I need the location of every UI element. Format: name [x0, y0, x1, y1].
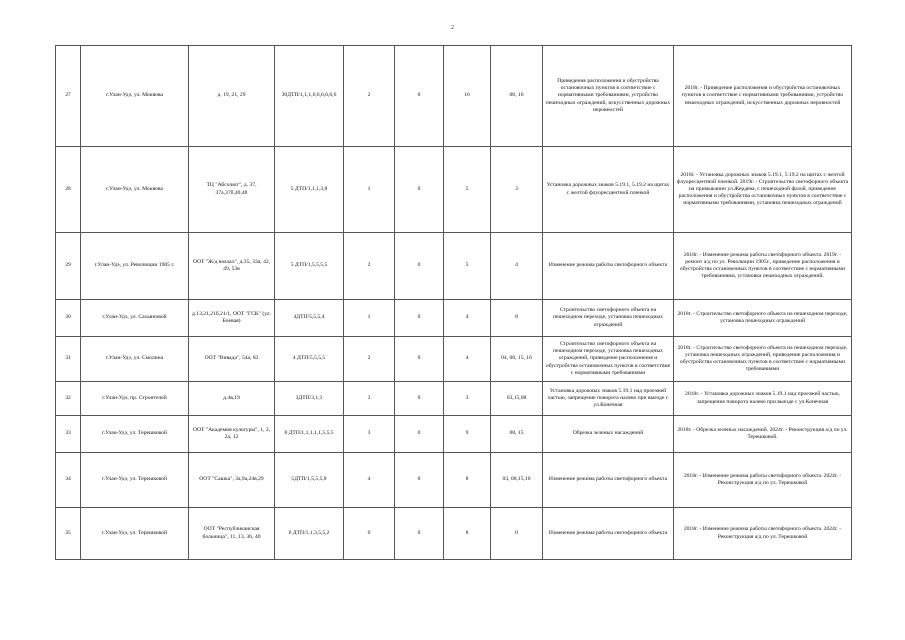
objects-cell: д.13,21,21б,21/1, ООТ "ГСК" (ул. Боевая)	[189, 300, 275, 337]
table-row	[56, 300, 852, 337]
objects-cell: д. 19, 21, 29	[189, 46, 275, 147]
address-cell: г.Улан-Удэ, пр. Строителей	[81, 382, 189, 416]
measures-cell: Установка дорожных знаков 5.19.1 над проезжей частью, запрещение поворота налево при выезде с ул.Конечная	[543, 382, 674, 416]
count-cell: 0	[395, 508, 444, 560]
completed-cell: 2018г. - Изменение режима работы светофорного объекта. 2024г. - Реконструкция а/д по ул. Терешковой	[674, 453, 852, 508]
row-number: 29	[56, 233, 81, 300]
address-cell: г.Улан-Удэ, ул. Моквова	[81, 46, 189, 147]
count-cell: 3	[344, 416, 395, 453]
completed-cell: 2018г. - Строительство светофорного объекта на пешеходном переходе, установка пешеходных ограждений, приведение расположения и обустройства остановочных пунктов в соответствие с нормативными требованиями	[674, 337, 852, 382]
count-cell: 16	[444, 46, 491, 147]
completed-cell: 2018г. - Изменение режима работы светофорного объекта. 2019г. - ремонт а/д по ул. Революции 1905г., приведение расположения и обустройства остановочных пунктов в соответствие с нормативными требованиями, установка пешеходных ограждений.	[674, 233, 852, 300]
address-cell: г.Улан-Удэ, ул. Моквова	[81, 147, 189, 233]
completed-cell: 2018г. - Изменение режима работы светофорного объекта. 2024г. - Реконструкция а/д по ул. Терешковой	[674, 508, 852, 560]
count-cell: 3	[344, 382, 395, 416]
table-row	[56, 382, 852, 416]
table-row	[56, 233, 852, 300]
count-cell: 0	[395, 453, 444, 508]
measures-cell: Приведение расположения и обустройства остановочных пунктов в соответствие с нормативными требованиями, устройство пешеходных ограждений, искусственных дорожных неровностей	[543, 46, 674, 147]
objects-cell: ООТ "Вивада", 54а, 83	[189, 337, 275, 382]
measures-cell: Изменение режима работы светофорного объекта	[543, 508, 674, 560]
codes-cell: 03, 08,15,10	[491, 453, 543, 508]
count-cell: 9	[444, 416, 491, 453]
table-row	[56, 147, 852, 233]
row-number: 30	[56, 300, 81, 337]
count-cell: 2	[344, 337, 395, 382]
count-cell: 8	[444, 453, 491, 508]
row-number: 32	[56, 382, 81, 416]
dtp-cell: 30ДТП/1,1,1,6,6,6,6,6,6	[275, 46, 344, 147]
completed-cell: 2018г. - Установка дорожных знаков 5.19.1 над проезжей частью, запрещение поворота налево при выезде с ул.Конечная	[674, 382, 852, 416]
dtp-cell: 4ДТП/5,5,5,4	[275, 300, 344, 337]
table-row	[56, 508, 852, 560]
count-cell: 2	[344, 46, 395, 147]
count-cell: 0	[395, 416, 444, 453]
completed-cell: 2018г. - Обрезка зеленых насаждений. 2024г. - Реконструкция а/д по ул. Терешковой.	[674, 416, 852, 453]
objects-cell: ООТ "Сашка", 3а,9а,24в,29	[189, 453, 275, 508]
codes-cell: 3	[491, 147, 543, 233]
measures-cell: Изменение режима работы светофорного объекта	[543, 453, 674, 508]
count-cell: 8	[444, 508, 491, 560]
dtp-cell: 5ДТП/1,5,5,5,8	[275, 453, 344, 508]
codes-cell: 04, 08, 15, 16	[491, 337, 543, 382]
address-cell: г.Улан-Удэ, ул. Терешковой	[81, 508, 189, 560]
address-cell: г.Улан-Удэ, ул. Сахьяновой	[81, 300, 189, 337]
codes-cell: 08, 16	[491, 46, 543, 147]
row-number: 28	[56, 147, 81, 233]
table-row	[56, 337, 852, 382]
page-number: 2	[451, 25, 454, 31]
count-cell: 1	[344, 300, 395, 337]
count-cell: 0	[395, 382, 444, 416]
measures-cell: Строительство светофорного объекта на пешеходном переходе, установка пешеходных ограждений	[543, 300, 674, 337]
dtp-cell: 6 ДТП/1,1,3,5,5,2	[275, 508, 344, 560]
row-number: 27	[56, 46, 81, 147]
objects-cell: ООТ "Академия культуры", 1, 2, 2а, 12	[189, 416, 275, 453]
table-row	[56, 416, 852, 453]
completed-cell: 2018г. - Приведение расположения и обустройства остановочных пунктов в соответствие с нормативными требованиями, устройство пешеходных ограждений, искусственных дорожных неровностей	[674, 46, 852, 147]
measures-cell: Обрезка зеленых насаждений	[543, 416, 674, 453]
count-cell: 0	[395, 233, 444, 300]
count-cell: 0	[344, 508, 395, 560]
codes-cell: 4	[491, 233, 543, 300]
measures-cell: Установка дорожных знаков 5.19.1, 5.19.2 на щитах с желтой флуоресцентной пленкой	[543, 147, 674, 233]
count-cell: 5	[444, 147, 491, 233]
dtp-cell: 3ДТП/3,1,1	[275, 382, 344, 416]
table-row	[56, 46, 852, 147]
count-cell: 1	[344, 147, 395, 233]
codes-cell: 8	[491, 300, 543, 337]
dtp-cell: 4 ДТП/5,5,5,5	[275, 337, 344, 382]
count-cell: 5	[444, 233, 491, 300]
count-cell: 0	[395, 337, 444, 382]
codes-cell: 08, 15	[491, 416, 543, 453]
count-cell: 0	[395, 300, 444, 337]
row-number: 35	[56, 508, 81, 560]
dtp-cell: 5 ДТП/1,1,1,3,8	[275, 147, 344, 233]
dtp-cell: 5 ДТП/1,5,5,5,5	[275, 233, 344, 300]
address-cell: г.Улан-Удэ, ул. Революции 1905 г.	[81, 233, 189, 300]
count-cell: 0	[395, 147, 444, 233]
count-cell: 4	[344, 453, 395, 508]
objects-cell: ООТ "Республиканская больница", 11, 13, 36, 40	[189, 508, 275, 560]
objects-cell: ТЦ "Абсолют", д. 37, 37а,37б,40,48	[189, 147, 275, 233]
row-number: 31	[56, 337, 81, 382]
dtp-cell: 8 ДТП/1,1,1,1,1,5,5,5	[275, 416, 344, 453]
completed-cell: 2018г. - Строительство светофорного объекта на пешеходном переходе, установка пешеходных ограждений	[674, 300, 852, 337]
measures-cell: Изменение режима работы светофорного объекта	[543, 233, 674, 300]
count-cell: 4	[444, 300, 491, 337]
objects-cell: ООТ "Ж/д вокзал", д.35, 33а, 42, 49, 53в	[189, 233, 275, 300]
row-number: 33	[56, 416, 81, 453]
measures-cell: Строительство светофорного объекта на пешеходном переходе, установка пешеходных ограждений, приведение расположения и обустройства остановочных пунктов в соответствие с нормативными требованиями	[543, 337, 674, 382]
address-cell: г.Улан-Удэ, ул. Терешковой	[81, 453, 189, 508]
count-cell: 4	[444, 337, 491, 382]
completed-cell: 2018г. - Установка дорожных знаков 5.19.1, 5.19.2 на щитах с желтой флуоресцентной пленкой. 2019г. - Строительство светофорного объекта на примыкании ул.Жердева, с пешеходной фазой, приведение расположения и обустройства остановочных пунктов в соответствие с нормативными требованиями, установка пешеходных ограждений	[674, 147, 852, 233]
count-cell: 0	[395, 46, 444, 147]
row-number: 34	[56, 453, 81, 508]
address-cell: г.Улан-Удэ, ул. Терешковой	[81, 416, 189, 453]
count-cell: 3	[444, 382, 491, 416]
table-row	[56, 453, 852, 508]
address-cell: г.Улан-Удэ, ул. Смолина	[81, 337, 189, 382]
objects-cell: д.4в,19	[189, 382, 275, 416]
count-cell: 2	[344, 233, 395, 300]
accident-sites-table	[55, 45, 852, 560]
codes-cell: 03,15,08	[491, 382, 543, 416]
codes-cell: 0	[491, 508, 543, 560]
